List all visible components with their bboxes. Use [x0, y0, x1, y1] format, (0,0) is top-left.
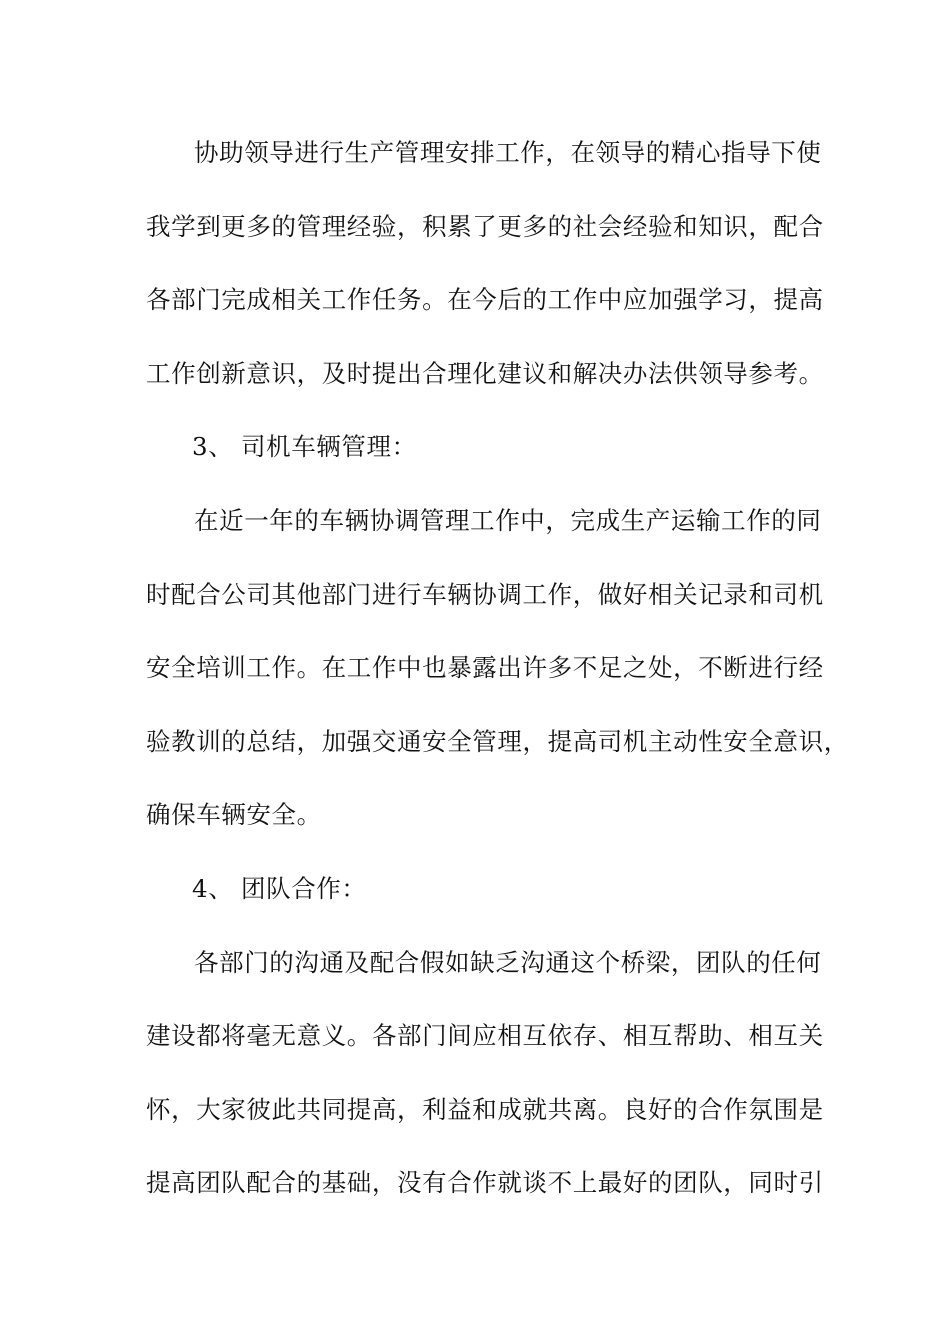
paragraph-line: 确保车辆安全。	[146, 800, 322, 830]
paragraph-line: 工作创新意识，及时提出合理化建议和解决办法供领导参考。	[146, 358, 824, 388]
paragraph-line: 怀，大家彼此共同提高，利益和成就共离。良好的合作氛围是	[146, 1094, 824, 1124]
paragraph-line: 时配合公司其他部门进行车辆协调工作，做好相关记录和司机	[146, 579, 824, 609]
section-title: 团队合作：	[241, 873, 367, 903]
paragraph-line: 提高团队配合的基础，没有合作就谈不上最好的团队，同时引	[146, 1168, 824, 1198]
section-number: 4、	[192, 873, 234, 903]
section-heading-vehicle-management	[146, 422, 806, 496]
section-title: 司机车辆管理：	[241, 432, 417, 462]
paragraph-line: 我学到更多的管理经验，积累了更多的社会经验和知识，配合	[146, 211, 824, 241]
section-heading-teamwork	[146, 864, 806, 938]
paragraph-line: 建设都将毫无意义。各部门间应相互依存、相互帮助、相互关	[146, 1021, 824, 1051]
paragraph-line: 各部门的沟通及配合假如缺乏沟通这个桥梁，团队的任何	[194, 947, 822, 977]
document-body	[146, 128, 849, 1232]
paragraph-line: 各部门完成相关工作任务。在今后的工作中应加强学习，提高	[146, 285, 824, 315]
paragraph-line: 安全培训工作。在工作中也暴露出许多不足之处，不断进行经	[146, 653, 824, 683]
paragraph-line: 协助领导进行生产管理安排工作，在领导的精心指导下使	[194, 138, 822, 167]
paragraph-line: 在近一年的车辆协调管理工作中，完成生产运输工作的同	[194, 505, 822, 535]
paragraph-line: 验教训的总结，加强交通安全管理，提高司机主动性安全意识，	[146, 726, 849, 756]
section-number: 3、	[192, 432, 234, 462]
